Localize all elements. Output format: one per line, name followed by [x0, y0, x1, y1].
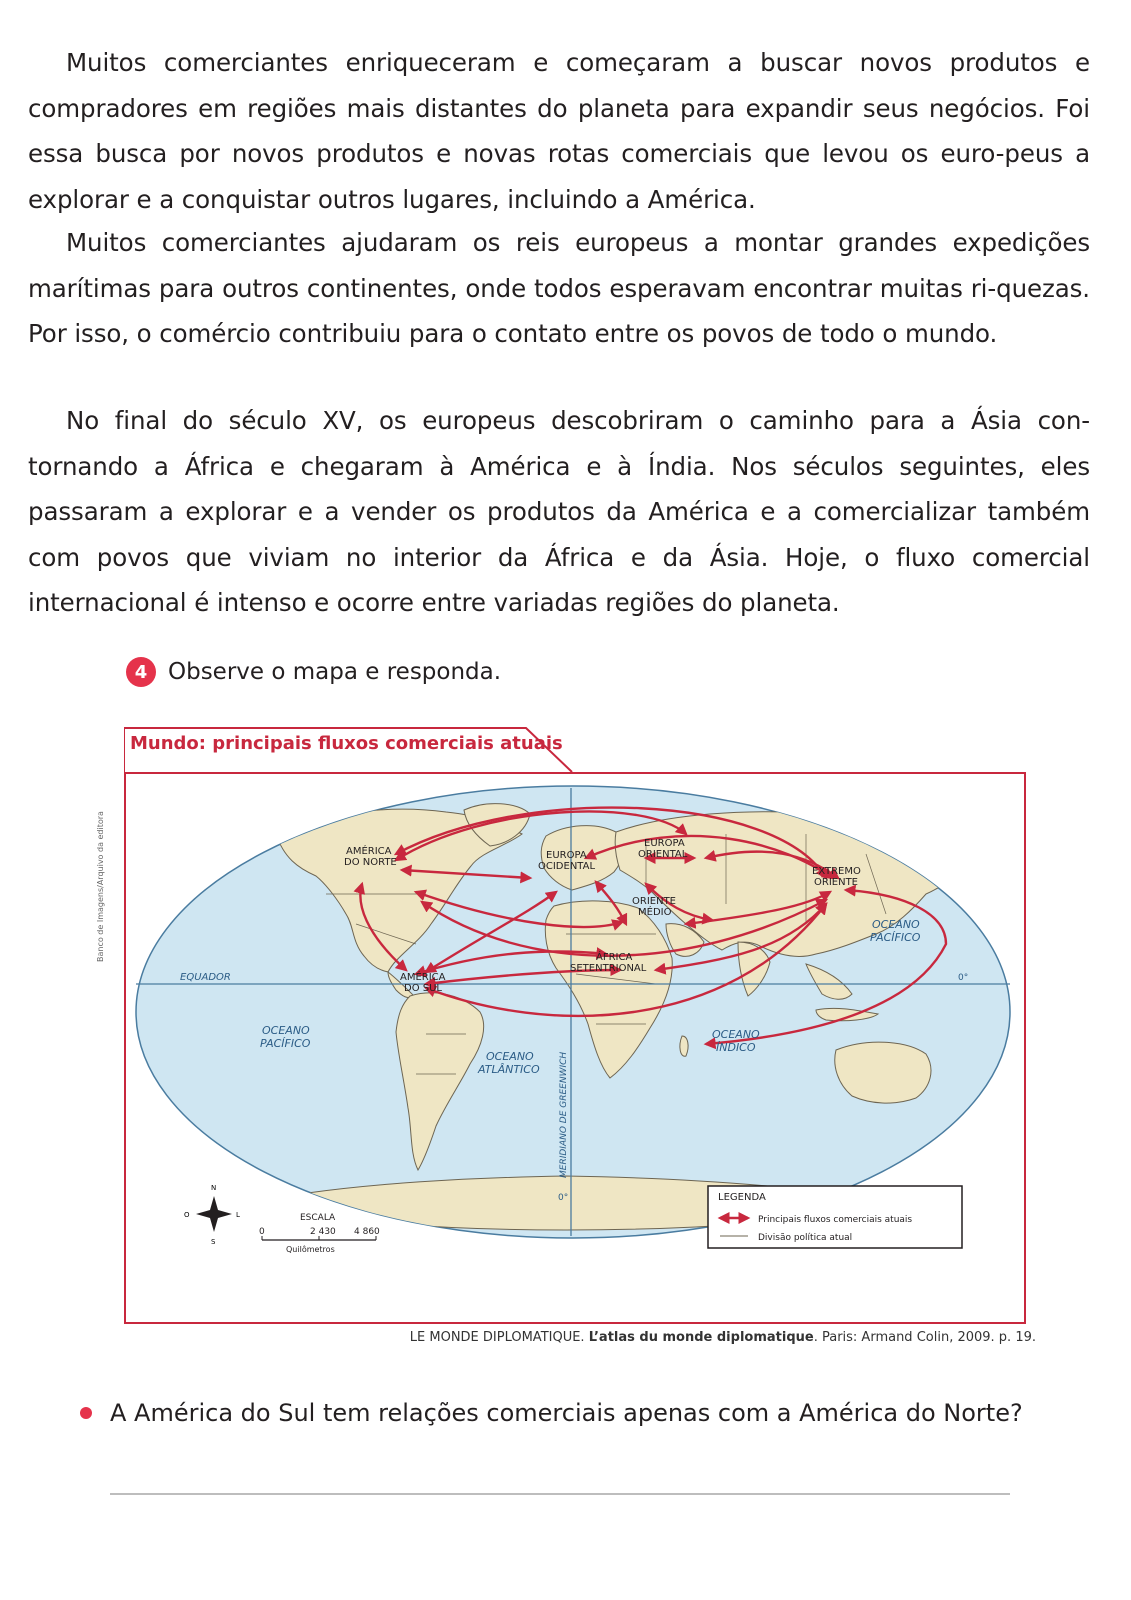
- label-extremo-oriente: EXTREMO ORIENTE: [812, 866, 861, 888]
- svg-text:L: L: [236, 1211, 240, 1219]
- svg-text:S: S: [211, 1238, 216, 1246]
- svg-text:Quilômetros: Quilômetros: [286, 1245, 335, 1254]
- label-oceano-pacifico-leste: OCEANO PACÍFICO: [870, 918, 921, 944]
- japan-landmass: [953, 881, 962, 900]
- label-oceano-pacifico-oeste: OCEANO PACÍFICO: [260, 1024, 311, 1050]
- question-header: [126, 657, 501, 687]
- label-oriente-medio: ORIENTE MÉDIO: [632, 896, 676, 918]
- svg-text:Divisão política atual: Divisão política atual: [758, 1233, 853, 1243]
- bullet-question-text: A América do Sul tem relações comerciais apenas com a América do Norte?: [110, 1399, 1023, 1427]
- label-europa-oriental: EUROPA ORIENTAL: [638, 838, 688, 860]
- world-map: [126, 774, 1024, 1322]
- answer-line[interactable]: [110, 1493, 1010, 1495]
- label-america-norte: AMÉRICA DO NORTE: [344, 846, 397, 868]
- svg-text:4 860: 4 860: [354, 1227, 380, 1237]
- map-title: Mundo: principais fluxos comerciais atuais: [130, 733, 563, 754]
- image-credit: Banco de Imagens/Arquivo da editora: [96, 811, 105, 962]
- label-oceano-indico: OCEANO ÍNDICO: [712, 1028, 760, 1054]
- question-instruction: Observe o mapa e responda.: [168, 659, 502, 685]
- australia-landmass: [835, 1042, 931, 1103]
- paragraph-3: No final do século XV, os europeus descobriram o caminho para a Ásia con-tornando a África e chegaram à América e à Índia. Nos séculos seguintes, eles passaram a explorar e a vender os produtos da América e a comercializar também com povos que viviam no interior da África e da Ásia. Hoje, o fluxo comercial internacional é intenso e ocorre entre variadas regiões do planeta.: [28, 406, 1090, 617]
- question-number-badge: 4: [126, 657, 156, 687]
- label-africa-setentrional: ÁFRICA SETENTRIONAL: [570, 952, 647, 974]
- label-meridiano-greenwich: MERIDIANO DE GREENWICH: [559, 1051, 569, 1178]
- map-scale: [259, 1213, 380, 1254]
- paragraph-1: Muitos comerciantes enriqueceram e começaram a buscar novos produtos e compradores em regiões mais distantes do planeta para expandir seus negócios. Foi essa busca por novos produtos e novas rotas comerciais que levou os euro-peus a explorar e a conquistar outros lugares, incluindo a América.: [28, 48, 1090, 214]
- bullet-question: [80, 1399, 1023, 1427]
- svg-text:2 430: 2 430: [310, 1227, 336, 1237]
- label-equador: EQUADOR: [180, 972, 231, 983]
- label-equator-zero: 0°: [958, 973, 969, 983]
- svg-text:O: O: [184, 1211, 190, 1219]
- map-source: LE MONDE DIPLOMATIQUE. L’atlas du monde diplomatique. Paris: Armand Colin, 2009. p. 19.: [409, 1330, 1036, 1345]
- madagascar-landmass: [680, 1036, 688, 1056]
- svg-text:Principais fluxos comerciais a: Principais fluxos comerciais atuais: [758, 1215, 913, 1225]
- svg-text:N: N: [211, 1184, 217, 1192]
- paragraph-2: Muitos comerciantes ajudaram os reis europeus a montar grandes expedições marítimas para outros continentes, onde todos esperavam encontrar muitas ri-quezas. Por isso, o comércio contribuiu para o contato entre os povos de todo o mundo.: [28, 228, 1090, 348]
- bullet-dot-icon: [80, 1407, 92, 1419]
- label-meridian-zero-bottom: 0°: [558, 1193, 569, 1203]
- label-america-sul: AMÉRICA DO SUL: [400, 972, 446, 994]
- svg-text:0: 0: [259, 1227, 265, 1237]
- map-legend: [708, 1186, 962, 1248]
- svg-text:LEGENDA: LEGENDA: [718, 1192, 766, 1203]
- compass-rose-icon: [184, 1184, 240, 1246]
- label-oceano-atlantico: OCEANO ATLÂNTICO: [478, 1050, 540, 1076]
- label-europa-ocidental: EUROPA OCIDENTAL: [538, 850, 596, 872]
- svg-text:ESCALA: ESCALA: [300, 1213, 336, 1223]
- map-frame: [124, 772, 1026, 1324]
